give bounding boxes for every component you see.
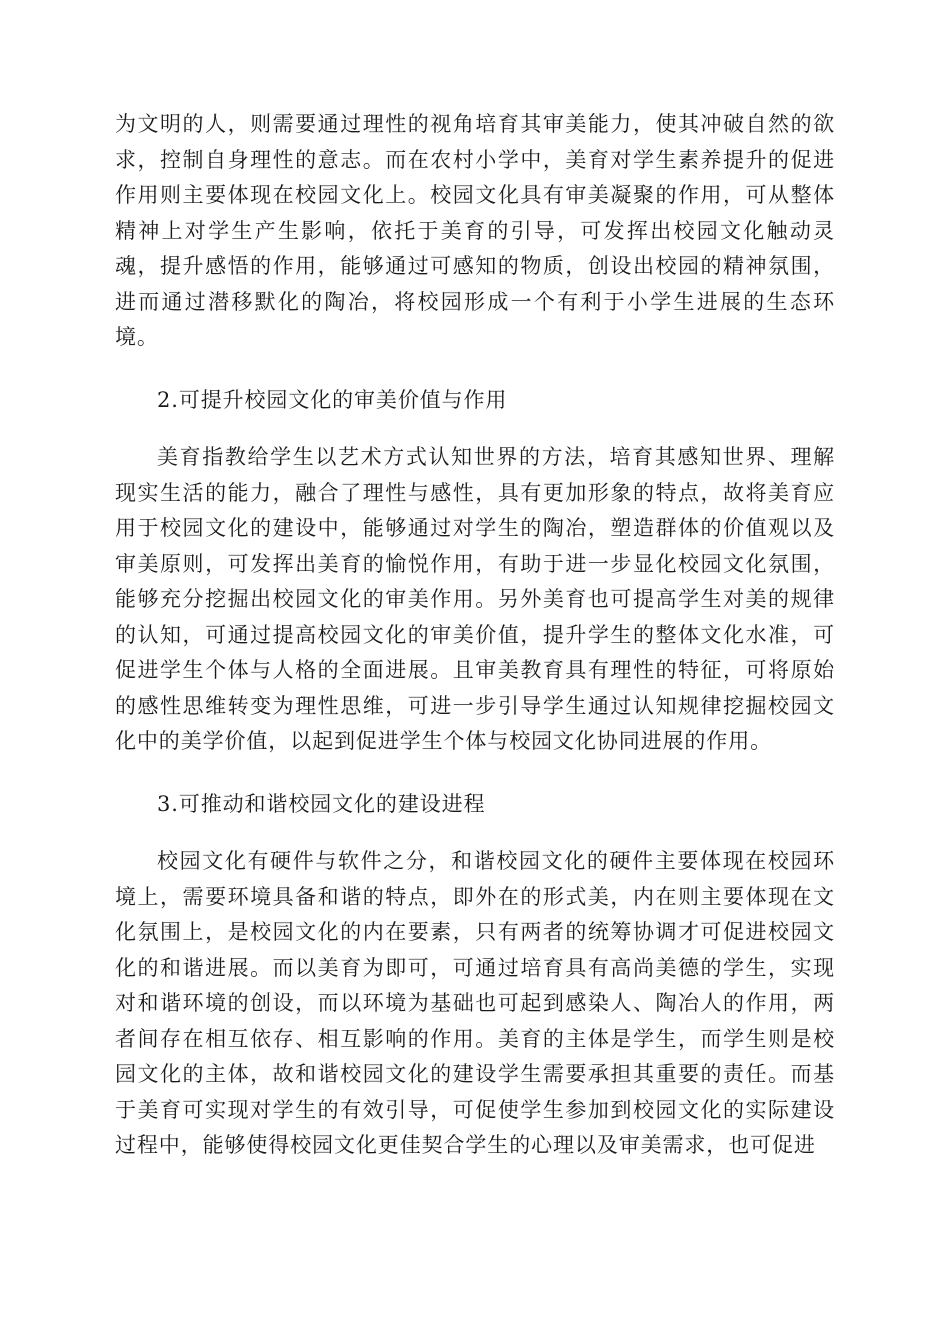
paragraph-spacer [115, 356, 835, 383]
document-body [115, 107, 835, 1164]
paragraph-spacer [115, 418, 835, 440]
paragraph-harmonious-campus: 校园文化有硬件与软件之分，和谐校园文化的硬件主要体现在校园环境上，需要环境具备和谐的特点，即外在的形式美，内在则主要体现在文化氛围上，是校园文化的内在要素，只有两者的统筹协调才可促进校园文化的和谐进展。而以美育为即可，可通过培育具有高尚美德的学生，实现对和谐环境的创设，而以环境为基础也可起到感染人、陶冶人的作用，两者间存在相互依存、相互影响的作用。美育的主体是学生，而学生则是校园文化的主体，故和谐校园文化的建设学生需要承担其重要的责任。而基于美育可实现对学生的有效引导，可促使学生参加到校园文化的实际建设过程中，能够使得校园文化更佳契合学生的心理以及审美需求，也可促进 [115, 849, 835, 1157]
paragraph-continued: 为文明的人，则需要通过理性的视角培育其审美能力，使其冲破自然的欲求，控制自身理性的意志。而在农村小学中，美育对学生素养提升的促进作用则主要体现在校园文化上。校园文化具有审美凝聚的作用，可从整体精神上对学生产生影响，依托于美育的引导，可发挥出校园文化触动灵魂，提升感悟的作用，能够通过可感知的物质，创设出校园的精神氛围，进而通过潜移默化的陶冶，将校园形成一个有利于小学生进展的生态环境。 [115, 112, 835, 349]
paragraph-spacer [115, 822, 835, 844]
section-heading-2: 2.可提升校园文化的审美价值与作用 [157, 387, 508, 412]
paragraph-aesthetic-value: 美育指教给学生以艺术方式认知世界的方法，培育其感知世界、理解现实生活的能力，融合了理性与感性，具有更加形象的特点，故将美育应用于校园文化的建设中，能够通过对学生的陶冶，塑造群体的价值观以及审美原则，可发挥出美育的愉悦作用，有助于进一步显化校园文化氛围，能够充分挖掘出校园文化的审美作用。另外美育也可提高学生对美的规律的认知，可通过提高校园文化的审美价值，提升学生的整体文化水准，可促进学生个体与人格的全面进展。且审美教育具有理性的特征，可将原始的感性思维转变为理性思维，可进一步引导学生通过认知规律挖掘校园文化中的美学价值，以起到促进学生个体与校园文化协同进展的作用。 [115, 445, 835, 753]
paragraph-spacer [115, 760, 835, 787]
section-heading-3: 3.可推动和谐校园文化的建设进程 [157, 791, 486, 816]
